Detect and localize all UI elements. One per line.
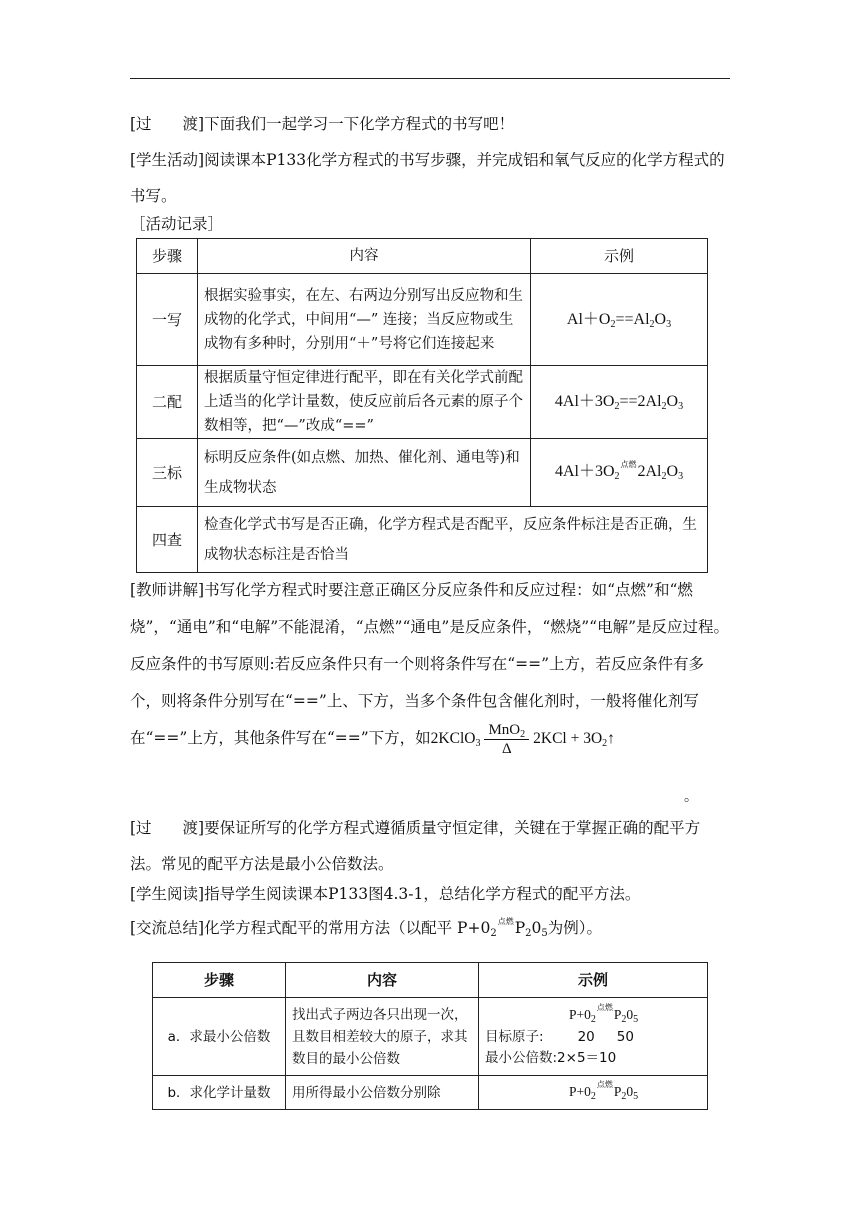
equation: $Al+O_2==Al_2O_3$ [566, 310, 672, 330]
content-cell: 根据质量守恒定律进行配平，即在有关化学式前配上适当的化学计量数，使反应前后各元素的原子个数相等，把“—”改成“==” [198, 366, 531, 439]
tag: [学生活动] [130, 151, 205, 169]
target-atoms: 目标原子: 20 50 [485, 1029, 634, 1045]
paragraph-text: 阅读课本P133化学方程式的书写步骤，并完成铝和氧气反应的化学方程式的书写。 [130, 151, 725, 205]
step-cell: b．求化学计量数 [153, 1076, 286, 1110]
table-row [137, 274, 708, 366]
condition-fraction: $\frac{MnO_2}{\Delta}$ [484, 721, 529, 758]
step-cell: 一写 [137, 274, 198, 366]
condition-label: 点燃 [497, 917, 514, 926]
student-reading-paragraph [130, 876, 730, 912]
tag: ［活动记录］ [130, 215, 224, 233]
header-example: 示例 [479, 963, 708, 998]
table-row [137, 507, 708, 573]
paragraph-text: 书写化学方程式时要注意正确区分反应条件和反应过程：如“点燃”和“燃烧”，“通电”和“电解”不能混淆，“点燃”“通电”是反应条件，“燃烧”“电解”是反应过程。反应条件的书写原则:若反应条件只有一个则将条件写在“==”上方，若反应条件有多个，则将条件分别写在“==”上、下方，当多个条件包含催化剂时，一般将催化剂写在“==”上方，其他条件写在“==”下方，如 [130, 581, 730, 747]
table-row [137, 439, 708, 507]
step-cell: 四查 [137, 507, 198, 573]
equation: $P+0_2$点燃$P_20_5$ [569, 1003, 639, 1025]
content-cell: 根据实验事实，在左、右两边分别写出反应物和生成物的化学式，中间用“—” 连接；当反应物或生成物有多种时，分别用“＋”号将它们连接起来 [198, 274, 531, 366]
step-cell: 二配 [137, 366, 198, 439]
paragraph-text: 指导学生阅读课本P133图4.3-1，总结化学方程式的配平方法。 [204, 885, 641, 903]
content-cell: 找出式子两边各只出现一次，且数目相差较大的原子，求其数目的最小公倍数 [286, 998, 479, 1076]
step-cell: 三标 [137, 439, 198, 507]
example-cell [531, 274, 708, 366]
activity-record-label [130, 206, 730, 242]
teacher-explanation-paragraph [130, 572, 730, 758]
table-row [137, 366, 708, 439]
condition-label: 点燃 [620, 459, 637, 469]
transition-paragraph-1 [130, 106, 730, 142]
table-row [153, 1076, 708, 1110]
balancing-table [152, 962, 708, 1110]
tag: [交流总结] [130, 919, 205, 937]
table-row [153, 998, 708, 1076]
header-example: 示例 [531, 239, 708, 274]
lcm-line: 最小公倍数:2×5＝10 [485, 1050, 617, 1066]
equation: $4Al+3O_2==2Al_2O_3$ [554, 393, 684, 412]
tag: [过 渡] [130, 819, 205, 837]
content-cell: 标明反应条件(如点燃、加热、催化剂、通电等)和生成物状态 [198, 439, 531, 507]
paragraph-text: 化学方程式配平的常用方法（以配平 $P+0_2$点燃$P_20_5$为例）。 [204, 919, 602, 937]
paragraph-text: 要保证所写的化学方程式遵循质量守恒定律，关键在于掌握正确的配平方法。常见的配平方法是最小公倍数法。 [130, 819, 701, 873]
table-header-row [137, 239, 708, 274]
header-rule [130, 78, 730, 79]
tag: [教师讲解] [130, 581, 205, 599]
header-content: 内容 [286, 963, 479, 998]
example-cell [531, 439, 708, 507]
header-step: 步骤 [137, 239, 198, 274]
example-equation: 2KClO$_3$ $\frac{MnO_2}{\Delta}$ $2KCl + 3O_2↑$ [430, 721, 615, 757]
example-cell [479, 1076, 708, 1110]
equation: $4Al+3O_2$点燃$2Al_2O_3$ [555, 463, 683, 480]
equation: $P+0_2$点燃$P_20_5$ [569, 1079, 639, 1102]
sentence-end: 。 [684, 789, 698, 805]
example-cell [479, 998, 708, 1076]
summary-paragraph [130, 910, 730, 949]
student-activity-paragraph [130, 142, 730, 214]
transition-paragraph-2 [130, 810, 730, 882]
example-cell [531, 366, 708, 439]
header-step: 步骤 [153, 963, 286, 998]
tag: [学生阅读] [130, 885, 205, 903]
content-cell: 用所得最小公倍数分别除 [286, 1076, 479, 1110]
header-content: 内容 [198, 239, 531, 274]
paragraph-text: 下面我们一起学习一下化学方程式的书写吧！ [204, 115, 515, 133]
content-cell: 检查化学式书写是否正确，化学方程式是否配平，反应条件标注是否正确，生成物状态标注是否恰当 [198, 507, 708, 573]
step-cell: a．求最小公倍数 [153, 998, 286, 1076]
steps-table [136, 238, 708, 573]
tag: [过 渡] [130, 115, 205, 133]
table-header-row [153, 963, 708, 998]
